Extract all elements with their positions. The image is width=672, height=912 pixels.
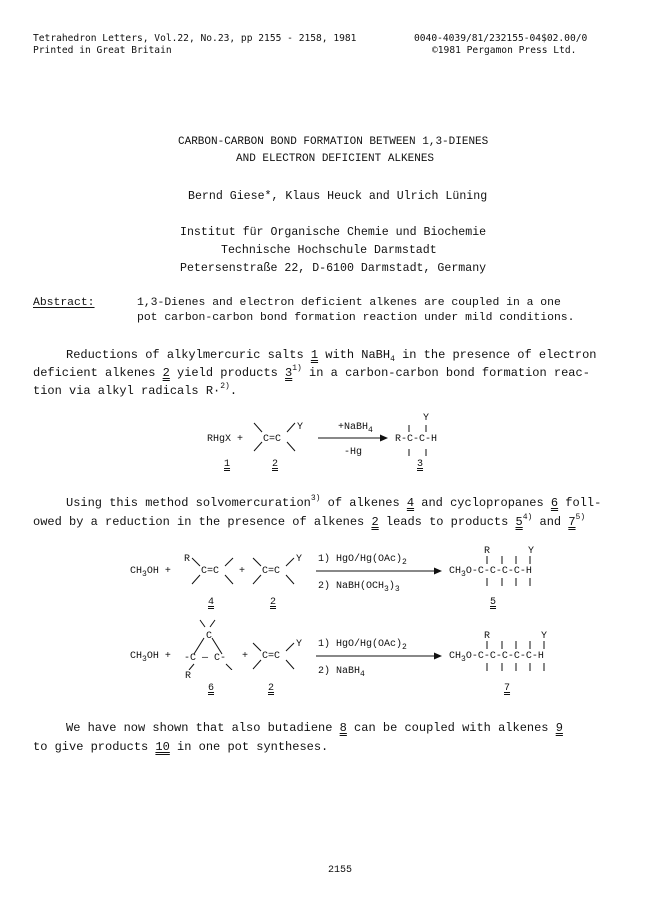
paragraph-1-line1: Reductions of alkylmercuric salts 1 with NaBH$_4$ in the presence of electron	[66, 348, 597, 364]
scheme2-alkene4-r: R	[184, 554, 191, 565]
authors: Bernd Giese*, Klaus Heuck and Ulrich Lüning	[188, 190, 488, 203]
paragraph-3-line2: to give products 10 in one pot syntheses.	[33, 740, 329, 754]
scheme1-alkene: C=C	[263, 434, 282, 445]
page-number: 2155	[328, 865, 353, 876]
scheme1-reaction-arrow	[318, 433, 388, 443]
scheme3-reaction-arrow	[316, 651, 442, 661]
scheme2-label-4: 4	[208, 597, 215, 608]
scheme2-step2: 2) $NaBH(OCH_3)_3$	[318, 581, 400, 594]
scheme1-reagent-top: +NaBH$_4$	[338, 422, 373, 435]
scheme2-alkene2-y: Y	[296, 554, 303, 565]
scheme3-reactant: $CH_3OH$ +	[130, 651, 171, 664]
scheme1-label-1: 1	[224, 459, 231, 470]
scheme3-step1: 1) HgO/$Hg(OAc)_2$	[318, 639, 407, 652]
scheme2-reactant: $CH_3OH$ +	[130, 566, 171, 579]
affiliation-line2: Technische Hochschule Darmstadt	[221, 244, 437, 257]
paragraph-2-line2: owed by a reduction in the presence of alkenes 2 leads to products 5$^{4)}$ and 7$^{5)}$	[33, 513, 586, 529]
scheme2-reaction-arrow	[316, 566, 442, 576]
page-title: CARBON-CARBON BOND FORMATION BETWEEN 1,3-DIENES	[178, 136, 489, 148]
scheme3-cyclopropane-r: R	[185, 671, 192, 682]
affiliation-line3: Petersenstraße 22, D-6100 Darmstadt, Germany	[180, 262, 487, 275]
article-code: 0040-4039/81/232155-04$02.00/0	[414, 33, 588, 44]
page-title-line2: AND ELECTRON DEFICIENT ALKENES	[236, 153, 435, 165]
scheme1-product-y: Y	[423, 413, 430, 424]
paragraph-1-line2: deficient alkenes 2 yield products 3$^{1)}$ in a carbon-carbon bond formation reac-	[33, 364, 590, 380]
scheme2-alkene4: C=C	[201, 566, 220, 577]
scheme3-label-7: 7	[504, 683, 511, 694]
scheme1-product: R-C-C-H	[395, 434, 438, 445]
scheme1-alkene-y: Y	[297, 422, 304, 433]
copyright: ©1981 Pergamon Press Ltd.	[432, 45, 577, 56]
paragraph-1-line3: tion via alkyl radicals R·$^{2)}$.	[33, 382, 238, 398]
paragraph-3-line1: We have now shown that also butadiene 8 can be coupled with alkenes 9	[66, 721, 563, 735]
scheme2-label-2: 2	[270, 597, 277, 608]
scheme1-reagent-bottom: -Hg	[344, 447, 363, 458]
scheme3-product-y: Y	[541, 631, 548, 642]
abstract-label: Abstract:	[33, 297, 95, 309]
scheme3-alkene2: C=C	[262, 651, 281, 662]
scheme2-alkene2-bonds	[251, 553, 297, 587]
scheme1-label-3: 3	[417, 459, 424, 470]
scheme2-product: $CH_3O-C-C-C-C-H$	[449, 566, 532, 579]
scheme3-label-2: 2	[268, 683, 275, 694]
scheme2-alkene4-bonds	[190, 553, 236, 587]
scheme3-product-r: R	[484, 631, 491, 642]
scheme1-alkene-bonds	[252, 420, 298, 454]
scheme2-alkene2: C=C	[262, 566, 281, 577]
journal-citation: Tetrahedron Letters, Vol.22, No.23, pp 2155 - 2158, 1981	[33, 33, 357, 44]
abstract-line1: 1,3-Dienes and electron deficient alkenes are coupled in a one	[137, 297, 561, 309]
scheme3-product: $CH_3O-C-C-C-C-C-H$	[449, 651, 544, 664]
scheme2-product-y: Y	[528, 546, 535, 557]
scheme3-cyclopropane-base: -C — C-	[184, 653, 227, 664]
scheme2-step1: 1) HgO/$Hg(OAc)_2$	[318, 554, 407, 567]
scheme3-step2: 2) NaBH$_4$	[318, 666, 365, 679]
scheme1-reactant: RHgX +	[207, 434, 244, 445]
scheme3-alkene2-bonds	[251, 638, 297, 672]
scheme3-label-6: 6	[208, 683, 215, 694]
scheme3-plus: +	[242, 651, 249, 662]
scheme2-product-r: R	[484, 546, 491, 557]
affiliation-line1: Institut für Organische Chemie und Biochemie	[180, 226, 487, 239]
abstract-line2: pot carbon-carbon bond formation reaction under mild conditions.	[137, 312, 575, 324]
scheme2-plus: +	[239, 566, 246, 577]
scheme2-label-5: 5	[490, 597, 497, 608]
scheme1-label-2: 2	[272, 459, 279, 470]
paragraph-2-line1: Using this method solvomercuration$^{3)}$ of alkenes 4 and cyclopropanes 6 foll-	[66, 494, 602, 510]
scheme3-alkene2-y: Y	[296, 639, 303, 650]
scheme3-cyclopropane-c: C	[206, 631, 213, 642]
printed-in: Printed in Great Britain	[33, 45, 172, 56]
